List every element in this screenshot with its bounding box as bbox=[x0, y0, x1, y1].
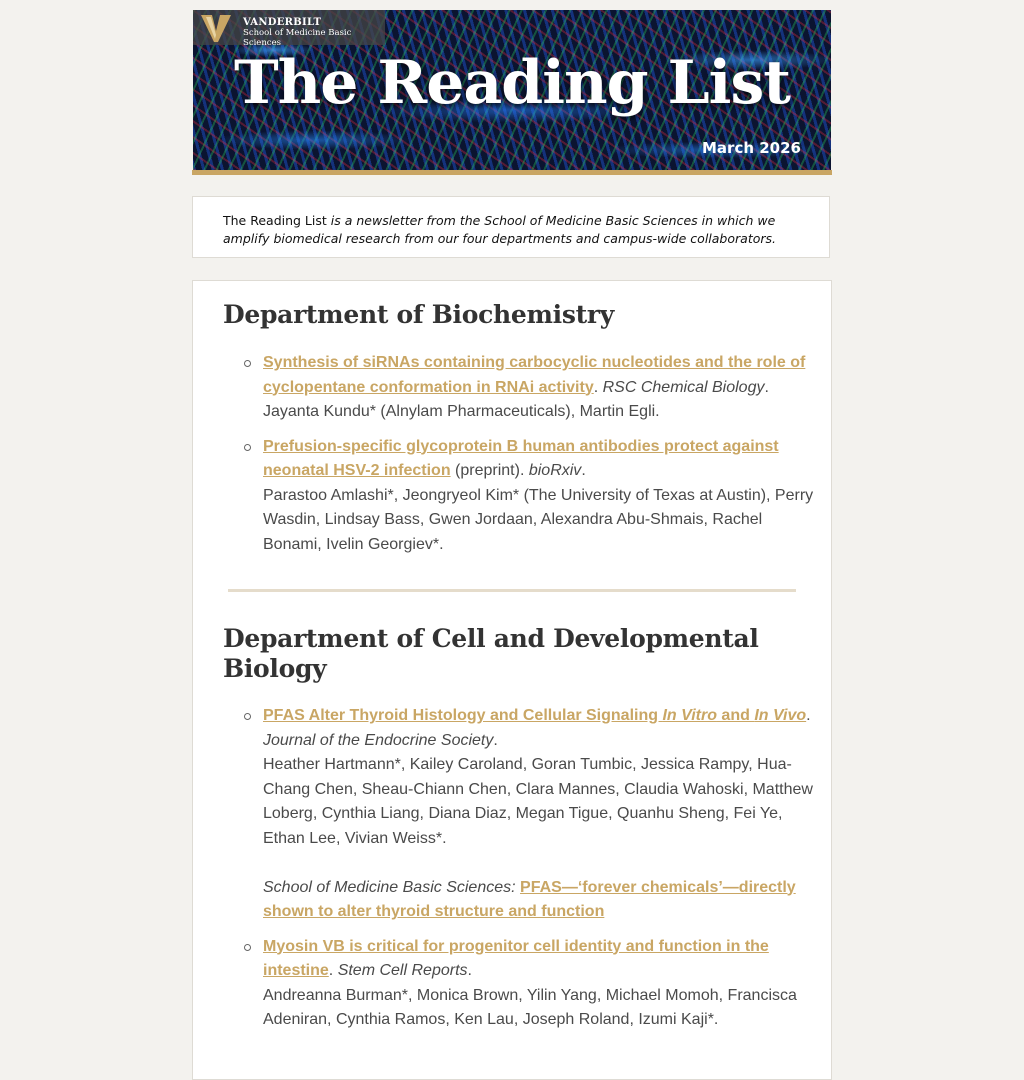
journal-end: . bbox=[467, 962, 472, 979]
bullet-icon bbox=[244, 444, 251, 451]
journal-end: . bbox=[581, 462, 586, 479]
newsletter bbox=[192, 10, 832, 1080]
list-item bbox=[223, 435, 817, 558]
article-list bbox=[223, 704, 817, 1033]
logo-line-2: School of Medicine Basic Sciences bbox=[243, 28, 352, 48]
journal-name: Stem Cell Reports bbox=[337, 962, 468, 979]
article-link[interactable]: Prefusion-specific glycoprotein B human antibodies protect against neonatal HSV-2 infection bbox=[263, 437, 779, 479]
link-text: PFAS Alter Thyroid Histology and Cellular Signaling bbox=[263, 707, 663, 724]
article-sep: . bbox=[593, 378, 603, 396]
authors: Jayanta Kundu* (Alnylam Pharmaceuticals), Martin Egli. bbox=[263, 403, 660, 420]
article-link[interactable] bbox=[263, 707, 806, 724]
article-link[interactable]: Synthesis of siRNAs containing carbocyclic nucleotides and the role of cyclopentane conformation in RNAi activity bbox=[263, 354, 806, 396]
authors: Heather Hartmann*, Kailey Caroland, Goran Tumbic, Jessica Rampy, Hua-Chang Chen, Sheau-Chiann Chen, Clara Mannes, Claudia Wahoski, Matthew Loberg, Cynthia Liang, Diana Diaz, Megan Tigue, Quanhu Sheng, Fei Ye, Ethan Lee, Vivian Weiss*. bbox=[263, 756, 813, 847]
department-title: Department of Biochemistry bbox=[223, 300, 614, 329]
intro-name: The Reading List bbox=[223, 213, 327, 228]
link-text-italic: In Vitro bbox=[662, 707, 717, 724]
bullet-icon bbox=[244, 713, 251, 720]
banner-title: The Reading List bbox=[234, 48, 790, 118]
vanderbilt-logo[interactable] bbox=[193, 10, 385, 48]
article-sep: (preprint). bbox=[450, 462, 529, 479]
journal-name: bioRxiv bbox=[528, 462, 582, 479]
article-sep: . bbox=[328, 962, 338, 979]
journal-end: . bbox=[764, 378, 769, 396]
bullet-icon bbox=[244, 360, 251, 367]
link-text: and bbox=[716, 707, 755, 724]
list-item bbox=[223, 704, 817, 925]
journal-end: . bbox=[493, 731, 498, 749]
journal-name: RSC Chemical Biology bbox=[602, 378, 765, 396]
link-text-italic: In Vivo bbox=[754, 707, 807, 724]
authors: Andreanna Burman*, Monica Brown, Yilin Yang, Michael Momoh, Francisca Adeniran, Cynthia Ramos, Ken Lau, Joseph Roland, Izumi Kaji*. bbox=[263, 986, 797, 1028]
main-content bbox=[192, 280, 832, 1080]
header-banner bbox=[193, 10, 831, 170]
related-story-link[interactable]: PFAS—‘forever chemicals’—directly shown to alter thyroid structure and function bbox=[263, 878, 796, 920]
article-sep: . bbox=[806, 707, 811, 724]
intro-box bbox=[192, 196, 830, 258]
authors: Parastoo Amlashi*, Jeongryeol Kim* (The University of Texas at Austin), Perry Wasdin, Lindsay Bass, Gwen Jordaan, Alexandra Abu-Shmais, Rachel Bonami, Ivelin Georgiev*. bbox=[263, 486, 814, 553]
banner-gold-rule bbox=[192, 170, 832, 175]
logo-line-1: VANDERBILT bbox=[243, 17, 322, 28]
department-section bbox=[223, 281, 817, 557]
intro-text: is a newsletter from the School of Medicine Basic Sciences in which we amplify biomedical research from our four departments and campus-wide collaborators. bbox=[223, 213, 776, 246]
banner-date: March 2026 bbox=[702, 139, 801, 157]
article-link[interactable]: Myosin VB is critical for progenitor cell identity and function in the intestine bbox=[263, 937, 769, 979]
department-title: Department of Cell and Developmental Biology bbox=[223, 624, 759, 683]
bullet-icon bbox=[244, 944, 251, 951]
article-list bbox=[223, 351, 817, 557]
note-label: School of Medicine Basic Sciences: bbox=[263, 878, 516, 896]
list-item bbox=[223, 935, 817, 1033]
department-section bbox=[223, 592, 817, 1033]
journal-name: Journal of the Endocrine Society bbox=[263, 731, 494, 749]
list-item bbox=[223, 351, 817, 425]
vanderbilt-v-icon bbox=[201, 13, 231, 43]
